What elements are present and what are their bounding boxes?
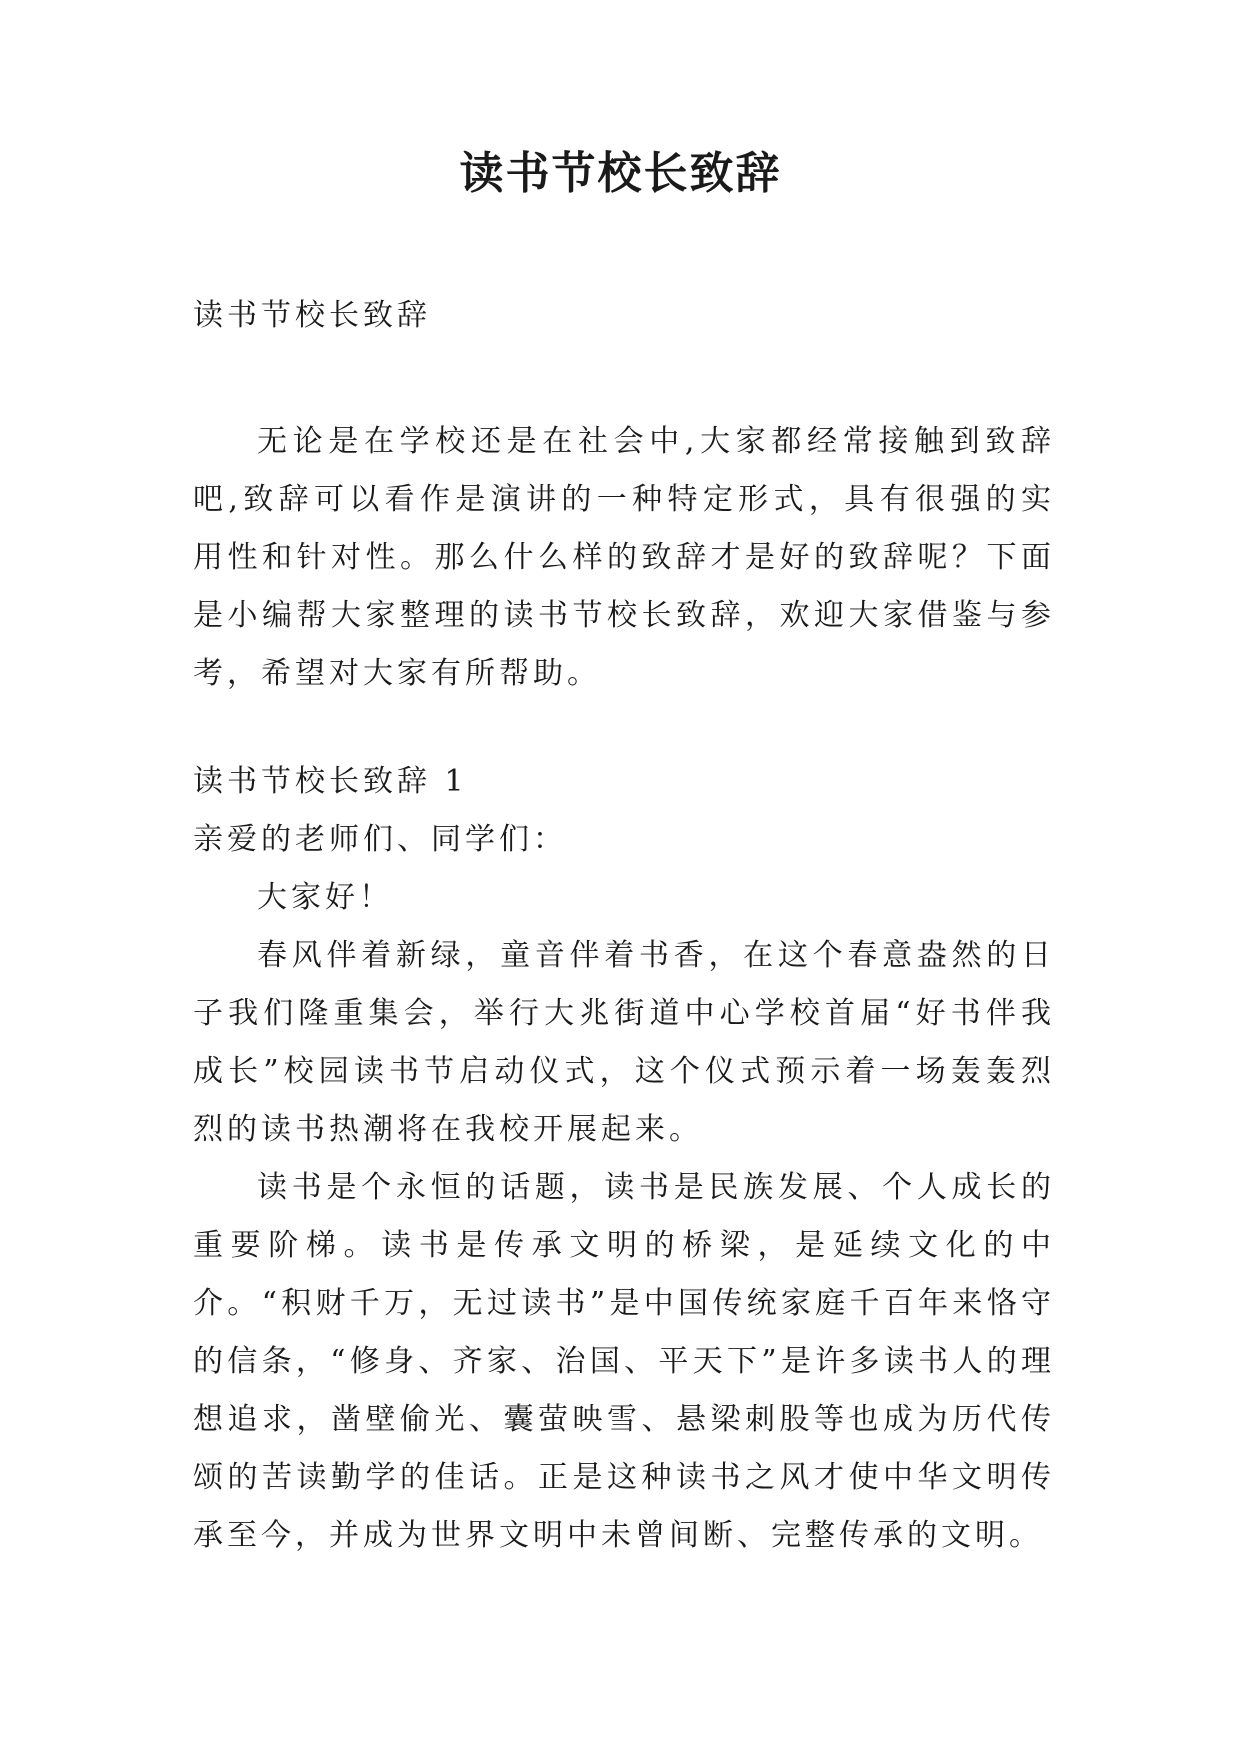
speech-section xyxy=(193,753,1055,1565)
salutation: 亲爱的老师们、同学们： xyxy=(193,822,567,857)
document-title: 读书节校长致辞 xyxy=(459,148,782,199)
subtitle-text: 读书节校长致辞 xyxy=(193,298,431,333)
section-heading: 读书节校长致辞 1 xyxy=(193,764,468,799)
body-paragraph-1: 春风伴着新绿，童音伴着书香，在这个春意盎然的日子我们隆重集会，举行大兆街道中心学校首届“好书伴我成长”校园读书节启动仪式，这个仪式预示着一场轰轰烈烈的读书热潮将在我校开展起来。 xyxy=(193,938,1055,1147)
body-paragraph-2: 读书是个永恒的话题，读书是民族发展、个人成长的重要阶梯。读书是传承文明的桥梁，是延续文化的中介。“积财千万，无过读书”是中国传统家庭千百年来恪守的信条，“修身、齐家、治国、平天下”是许多读书人的理想追求，凿壁偷光、囊萤映雪、悬梁刺股等也成为历代传颂的苦读勤学的佳话。正是这种读书之风才使中华文明传承至今，并成为世界文明中未曾间断、完整传承的文明。 xyxy=(193,1170,1055,1553)
intro-section xyxy=(193,413,1055,703)
intro-paragraph: 无论是在学校还是在社会中,大家都经常接触到致辞吧,致辞可以看作是演讲的一种特定形式，具有很强的实用性和针对性。那么什么样的致辞才是好的致辞呢？下面是小编帮大家整理的读书节校长致辞，欢迎大家借鉴与参考，希望对大家有所帮助。 xyxy=(193,424,1055,691)
document-subtitle xyxy=(193,287,1055,345)
greeting: 大家好！ xyxy=(257,880,393,915)
